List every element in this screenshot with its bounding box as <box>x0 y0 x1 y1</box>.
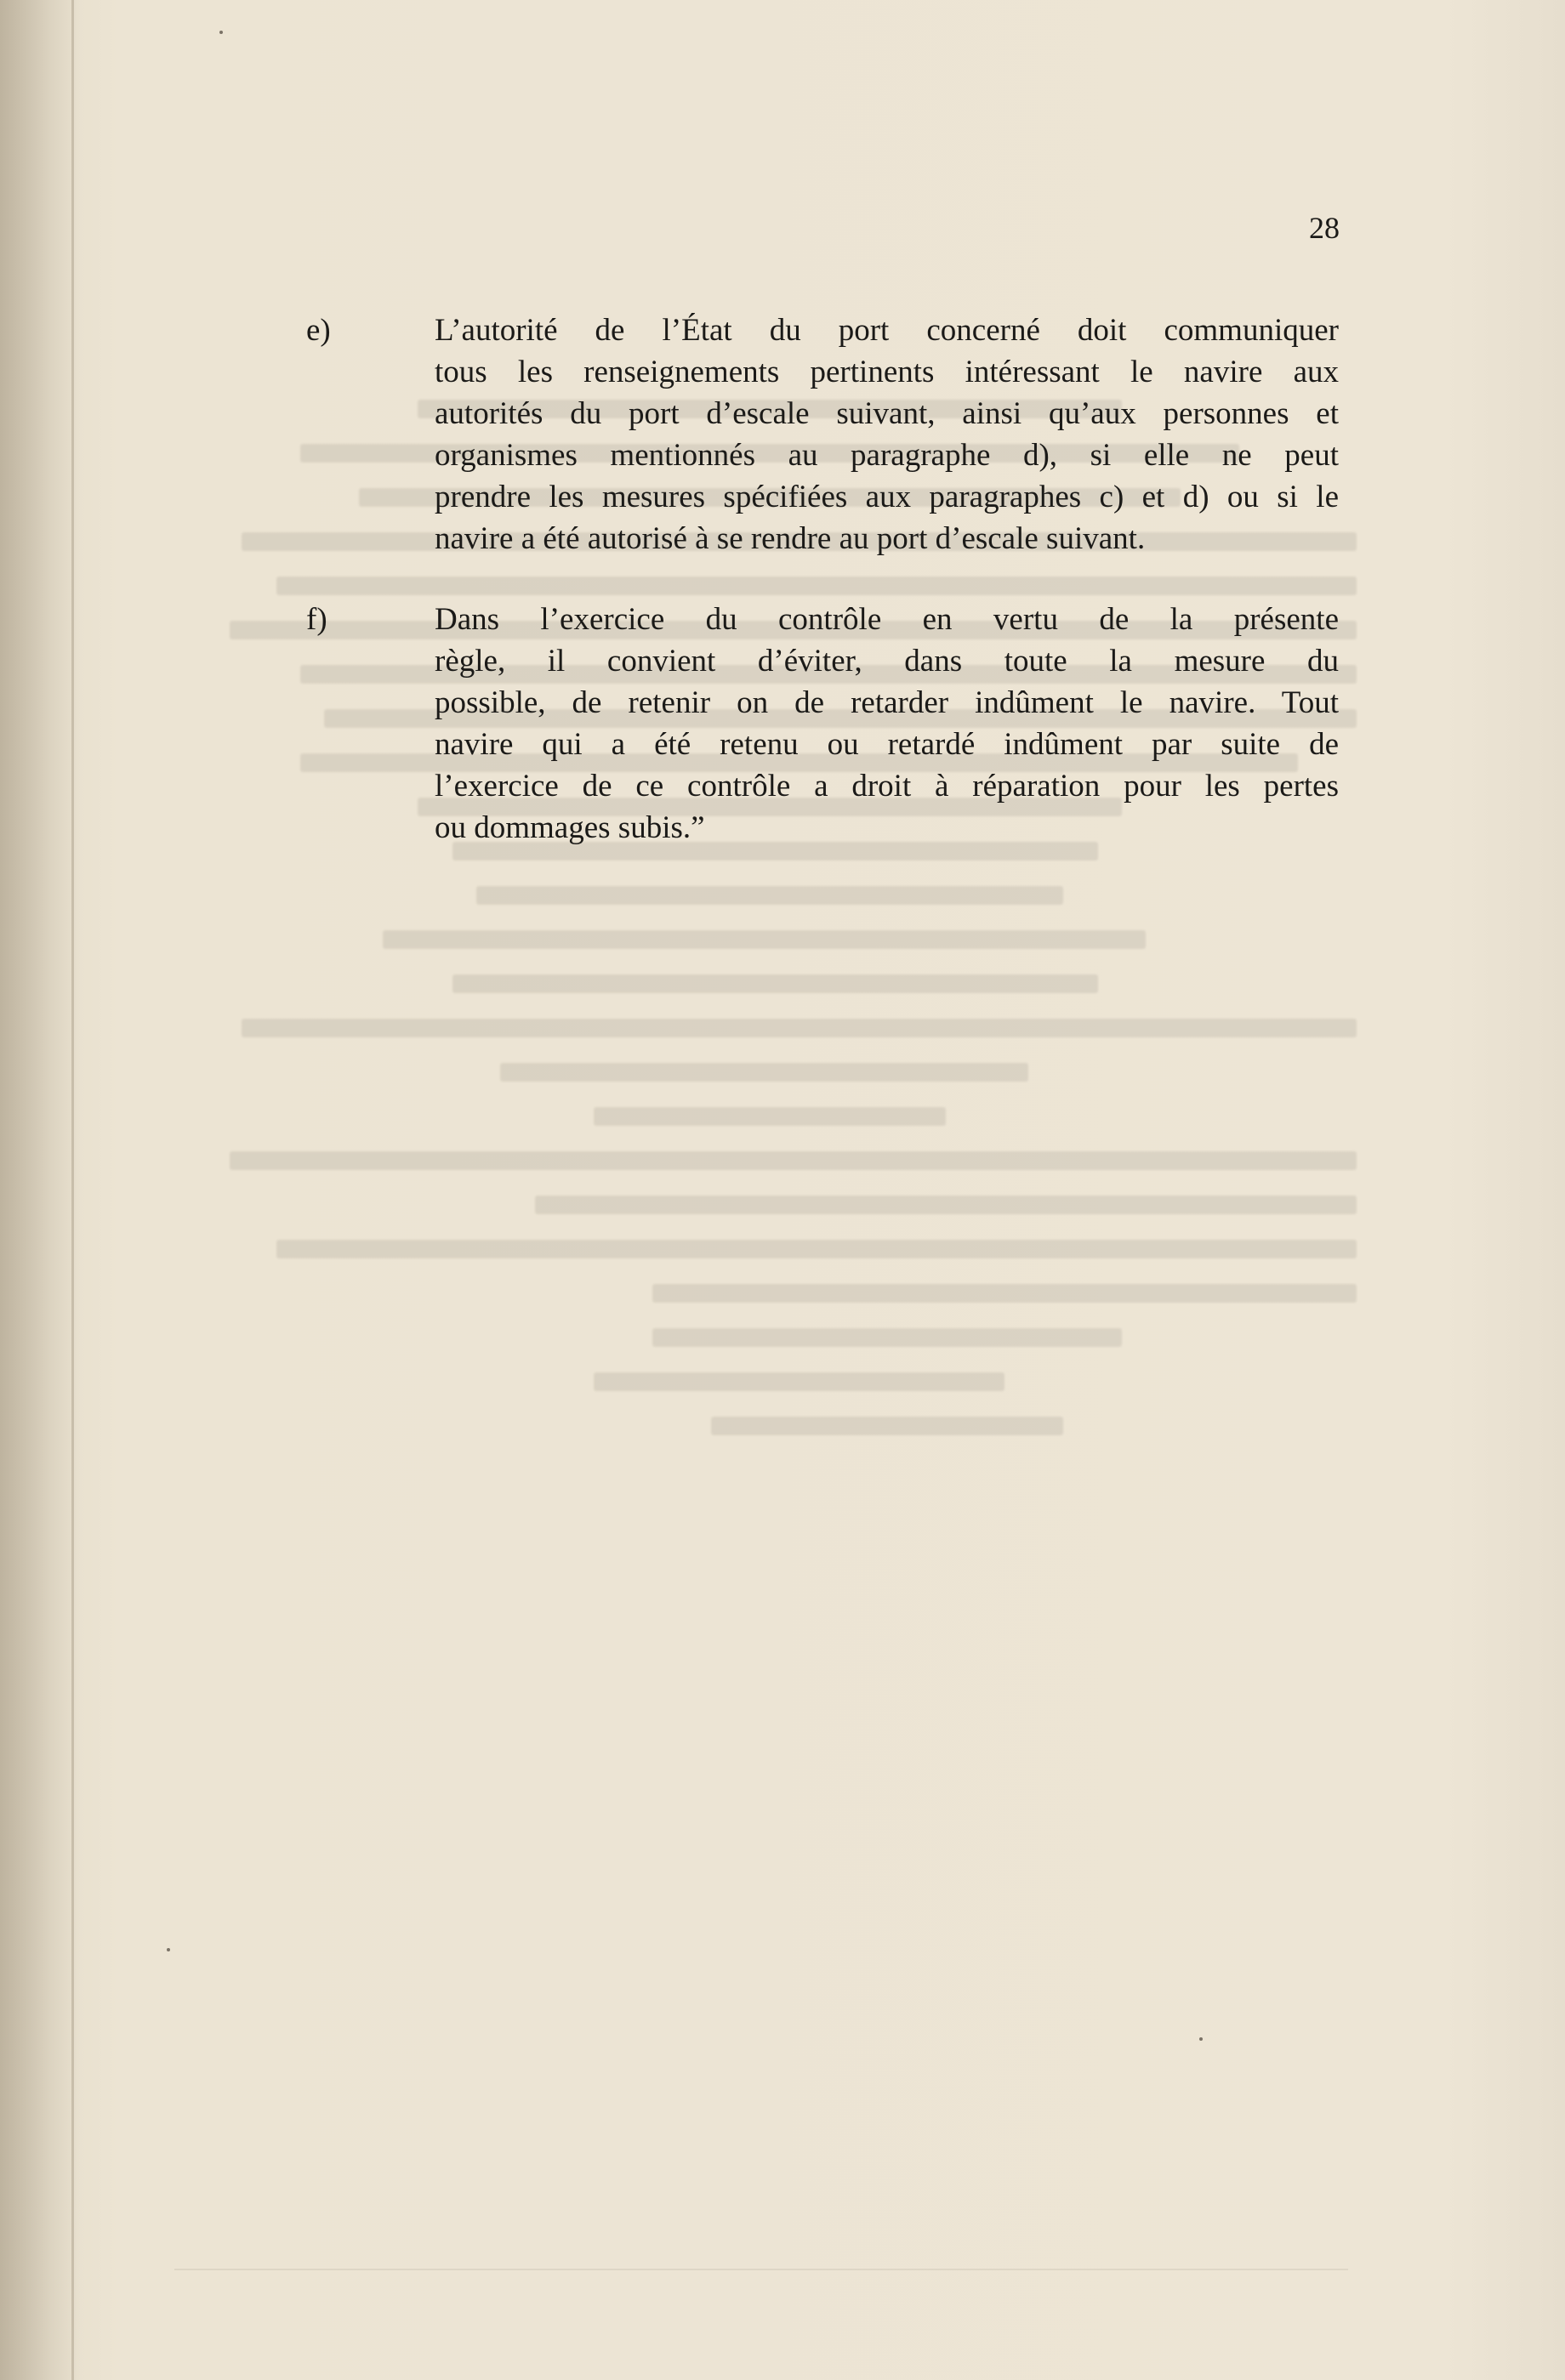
clause-text <box>435 310 1339 559</box>
clause-label: f) <box>306 602 327 637</box>
text-line: organismes mentionnés au paragraphe d), si elle ne peut <box>435 438 1339 473</box>
paper-speck <box>219 31 223 34</box>
bleed-through-rule <box>174 2269 1348 2270</box>
text-line: L’autorité de l’État du port concerné doit communiquer <box>435 313 1339 348</box>
text-line: règle, il convient d’éviter, dans toute la mesure du <box>435 644 1339 679</box>
paper-speck <box>167 1948 170 1951</box>
text-line: possible, de retenir on de retarder indûment le navire. Tout <box>435 685 1339 720</box>
paper-speck <box>1199 2037 1203 2041</box>
text-line: navire qui a été retenu ou retardé indûment par suite de <box>435 727 1339 762</box>
binding-shadow <box>0 0 81 2380</box>
text-line: tous les renseignements pertinents intéressant le navire aux <box>435 355 1339 389</box>
text-line: prendre les mesures spécifiées aux paragraphes c) et d) ou si le <box>435 480 1339 514</box>
text-line: Dans l’exercice du contrôle en vertu de la présente <box>435 602 1339 637</box>
text-line: autorités du port d’escale suivant, ainsi qu’aux personnes et <box>435 396 1339 431</box>
text-line: l’exercice de ce contrôle a droit à réparation pour les pertes <box>435 769 1339 804</box>
clause-label: e) <box>306 313 331 348</box>
clause-text <box>435 599 1339 849</box>
text-line: ou dommages subis.” <box>435 810 705 845</box>
binding-edge <box>71 0 74 2380</box>
page-number: 28 <box>1309 211 1340 245</box>
text-line: navire a été autorisé à se rendre au port d’escale suivant. <box>435 521 1146 556</box>
